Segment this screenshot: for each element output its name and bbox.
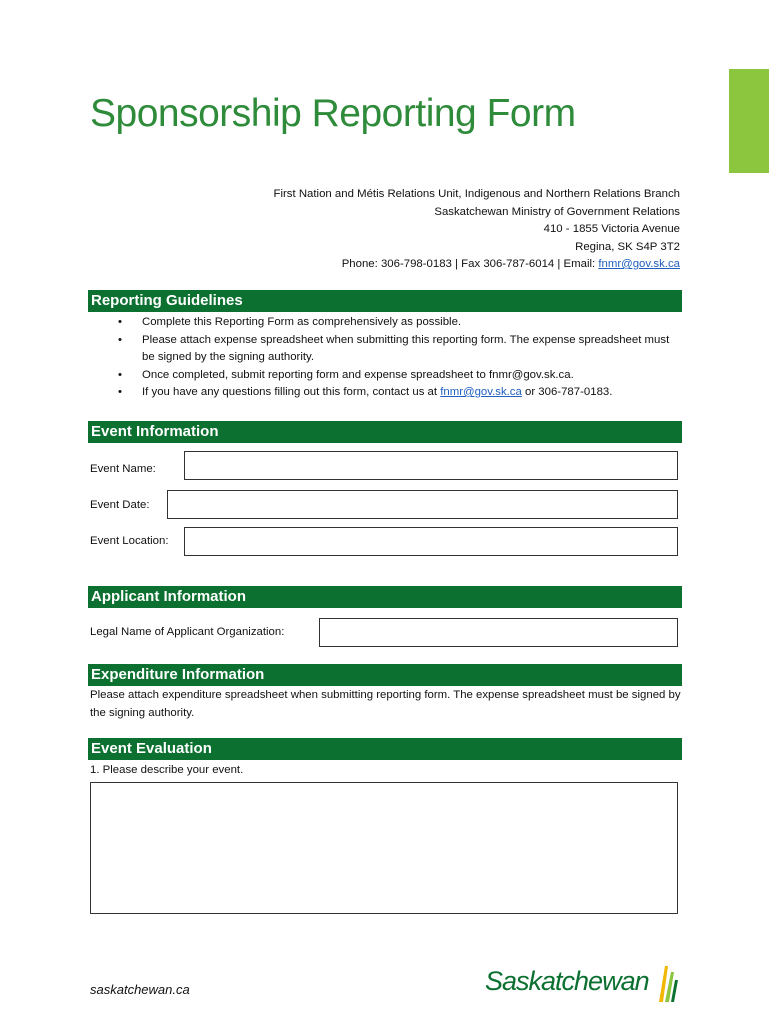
contact-line-phone <box>274 256 680 274</box>
guidelines-list <box>118 314 678 402</box>
event-description-field[interactable] <box>90 782 678 914</box>
legal-name-label: Legal Name of Applicant Organization: <box>90 626 285 638</box>
expenditure-instructions: Please attach expenditure spreadsheet when submitting reporting form. The expense spreadsheet must be signed by the signing authority. <box>90 689 681 719</box>
section-applicant-information: Applicant Information <box>88 586 682 608</box>
section-reporting-guidelines: Reporting Guidelines <box>88 290 682 312</box>
logo-wordmark: Saskatchewan <box>485 966 649 996</box>
event-date-label: Event Date: <box>90 499 150 511</box>
evaluation-question-1: 1. Please describe your event. <box>90 764 244 776</box>
event-location-label: Event Location: <box>90 535 169 547</box>
event-date-field[interactable] <box>167 490 678 519</box>
list-item: • Once completed, submit reporting form and expense spreadsheet to fnmr@gov.sk.ca. <box>118 367 678 385</box>
side-tab <box>729 69 769 173</box>
event-location-field[interactable] <box>184 527 678 556</box>
contact-line-ministry: Saskatchewan Ministry of Government Relations <box>434 205 680 218</box>
section-expenditure-information: Expenditure Information <box>88 664 682 686</box>
contact-email-link[interactable]: fnmr@gov.sk.ca <box>598 258 680 270</box>
contact-block <box>274 186 680 274</box>
contact-phone-text: Phone: 306-798-0183 | Fax 306-787-6014 | Email: <box>341 258 599 270</box>
wheat-icon <box>653 962 681 1004</box>
contact-line-city: Regina, SK S4P 3T2 <box>575 240 680 253</box>
saskatchewan-logo <box>485 962 685 1006</box>
contact-line-unit: First Nation and Métis Relations Unit, Indigenous and Northern Relations Branch <box>273 188 680 200</box>
page-title: Sponsorship Reporting Form <box>90 92 576 135</box>
list-item: • Complete this Reporting Form as comprehensively as possible. <box>118 314 678 332</box>
section-event-information: Event Information <box>88 421 682 443</box>
guideline-phone-text: or 306-787-0183. <box>521 386 613 398</box>
event-name-label: Event Name: <box>90 463 156 475</box>
guideline-text: If you have any questions filling out this form, contact us at <box>142 386 441 398</box>
list-item <box>118 384 678 402</box>
section-event-evaluation: Event Evaluation <box>88 738 682 760</box>
contact-line-address: 410 - 1855 Victoria Avenue <box>543 223 680 235</box>
event-name-field[interactable] <box>184 451 678 480</box>
footer-url: saskatchewan.ca <box>90 982 190 997</box>
legal-name-field[interactable] <box>319 618 678 647</box>
guideline-email-link[interactable]: fnmr@gov.sk.ca <box>440 386 522 398</box>
list-item: • Please attach expense spreadsheet when submitting this reporting form. The expense spreadsheet must be signed by the signing authority. <box>118 332 678 367</box>
